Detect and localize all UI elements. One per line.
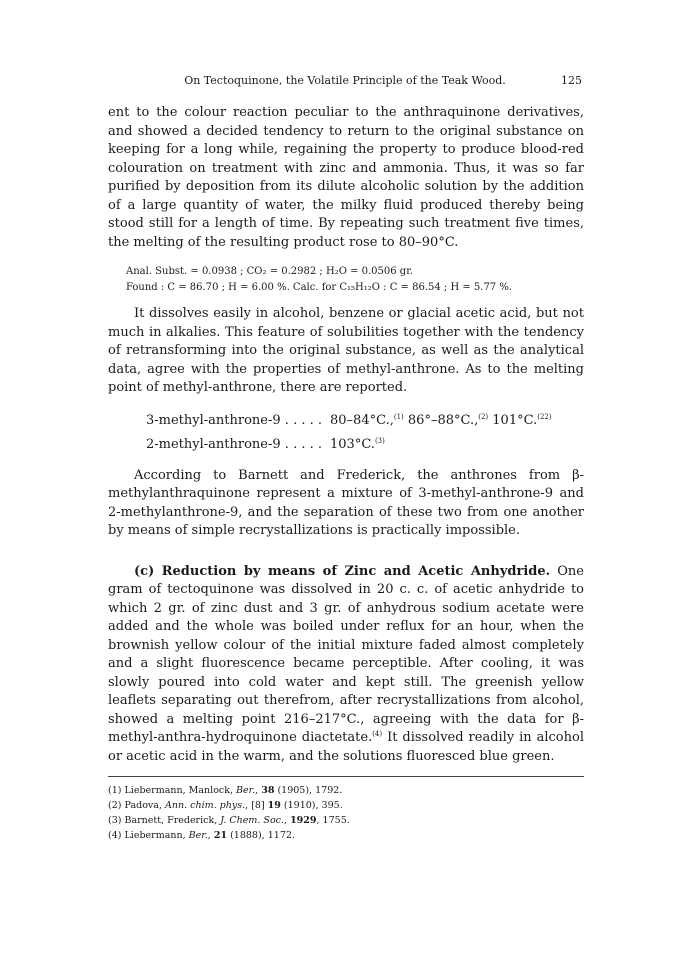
footnote-volume: 21 xyxy=(213,830,228,841)
footnote-journal: Ber. xyxy=(236,785,256,796)
melting-point-values xyxy=(330,433,385,457)
article-body xyxy=(108,104,584,843)
footnote-volume: 38 xyxy=(261,785,275,796)
footnote-ref: (3) xyxy=(374,436,385,445)
footnote-ref: (1) xyxy=(393,412,404,421)
page-number: 125 xyxy=(561,74,582,87)
footnote-authors: Barnett, Frederick, xyxy=(124,815,221,826)
paragraph-3: According to Barnett and Frederick, the anthrones from β-methylanthraquinone represent a mixture of 3-methyl-anthrone-9 and 2-methylanthrone-9, and the separation of these two from one another by means of simple recrystallizations is practically impossible. xyxy=(108,467,584,538)
footnote-number: (1) xyxy=(108,785,122,796)
footnote-journal: Ann. chim. phys. xyxy=(165,800,246,811)
melting-value: 86°–88°C., xyxy=(403,412,479,428)
footnote: (2) Padova, Ann. chim. phys., [8] 19 (1910), 395. xyxy=(108,800,343,811)
footnote-authors: Liebermann, Manlock, xyxy=(124,785,237,796)
paragraph-1: ent to the colour reaction peculiar to the anthraquinone derivatives, and showed a decided tendency to return to the original substance on keeping for a long while, regaining the property to produce blood-red colouration on treatment with zinc and ammonia. Thus, it was so far purified by deposition from its dilute alcoholic solution by the addition of a large quantity of water, the milky fluid produced thereby being stood still for a length of time. By repeating such treatment five times, the melting of the resulting product rose to 80–90°C. xyxy=(108,105,584,250)
footnote: (3) Barnett, Frederick, J. Chem. Soc., 1929, 1755. xyxy=(108,815,350,826)
paragraph-4-text: One gram of tectoquinone was dissolved in 20 c. c. of acetic anhydride to which 2 gr. of zinc dust and 3 gr. of anhydrous sodium acetate were added and the whole was boiled under reflux for an hour, when the brownish yellow colour of the initial mixture faded almost completely and a slight fluorescence became perceptible. After cooling, it was slowly poured into cold water and kept still. The greenish yellow leaflets separating out therefrom, after recrystallizations from alcohol, showed a melting point 216–217°C., agreeing with the data for β-methyl-anthra-hydroquinone diactetate. xyxy=(108,563,584,745)
paragraph-4-tail: It dissolved readily in alcohol or acetic acid in the warm, and the solutions fluoresced blue green. xyxy=(108,730,584,764)
footnote-authors: Padova, xyxy=(124,800,166,811)
footnote-rest: (1905), 1792. xyxy=(274,785,343,796)
footnote-ref: (4) xyxy=(372,730,383,738)
melting-point-list xyxy=(146,409,584,457)
analysis-block xyxy=(126,264,584,295)
footnotes xyxy=(108,783,584,843)
footnote-ref: (2) xyxy=(478,412,489,421)
footnote-series: [8] xyxy=(248,800,268,811)
melting-point-row xyxy=(146,409,584,433)
melting-point-row xyxy=(146,433,584,457)
footnote-number: (3) xyxy=(108,815,122,826)
footnote-divider xyxy=(108,776,584,777)
footnote-journal: J. Chem. Soc. xyxy=(220,815,285,826)
footnote-rest: (1910), 395. xyxy=(280,800,343,811)
footnote-number: (2) xyxy=(108,800,122,811)
footnote-journal: Ber. xyxy=(188,830,208,841)
paragraph-2: It dissolves easily in alcohol, benzene or glacial acetic acid, but not much in alkalies. This feature of solubilities together with the tendency of retransforming into the original substance, as well as the analytical data, agree with the properties of methyl-anthrone. As to the melting point of methyl-anthrone, there are reported. xyxy=(108,306,584,395)
section-heading: (c) Reduction by means of Zinc and Acetic Anhydride. xyxy=(134,563,551,579)
analysis-line-1: Anal. Subst. = 0.0938 ; CO₂ = 0.2982 ; H₂O = 0.0506 gr. xyxy=(126,266,414,277)
footnote: (1) Liebermann, Manlock, Ber., 38 (1905), 1792. xyxy=(108,785,343,796)
footnote-rest: , 1755. xyxy=(316,815,350,826)
footnote-authors: Liebermann, xyxy=(124,830,189,841)
footnote: (4) Liebermann, Ber., 21 (1888), 1172. xyxy=(108,830,295,841)
footnote-number: (4) xyxy=(108,830,122,841)
melting-value: 103°C. xyxy=(330,436,375,452)
footnote-volume: 1929 xyxy=(290,815,317,826)
analysis-line-2: Found : C = 86.70 ; H = 6.00 %. Calc. for C₁₅H₁₂O : C = 86.54 ; H = 5.77 %. xyxy=(126,281,513,293)
melting-value: 80–84°C., xyxy=(330,412,394,428)
paragraph-4 xyxy=(108,563,584,767)
melting-value: 101°C. xyxy=(488,412,538,428)
compound-name: 2-methyl-anthrone-9 . . . . . xyxy=(146,436,322,452)
melting-point-values xyxy=(330,409,552,433)
running-title: On Tectoquinone, the Volatile Principle of the Teak Wood. xyxy=(184,74,506,87)
footnote-volume: 19 xyxy=(267,800,281,811)
compound-name: 3-methyl-anthrone-9 . . . . . xyxy=(146,412,322,428)
footnote-ref: (22) xyxy=(537,412,552,421)
footnote-rest: (1888), 1172. xyxy=(227,830,295,841)
